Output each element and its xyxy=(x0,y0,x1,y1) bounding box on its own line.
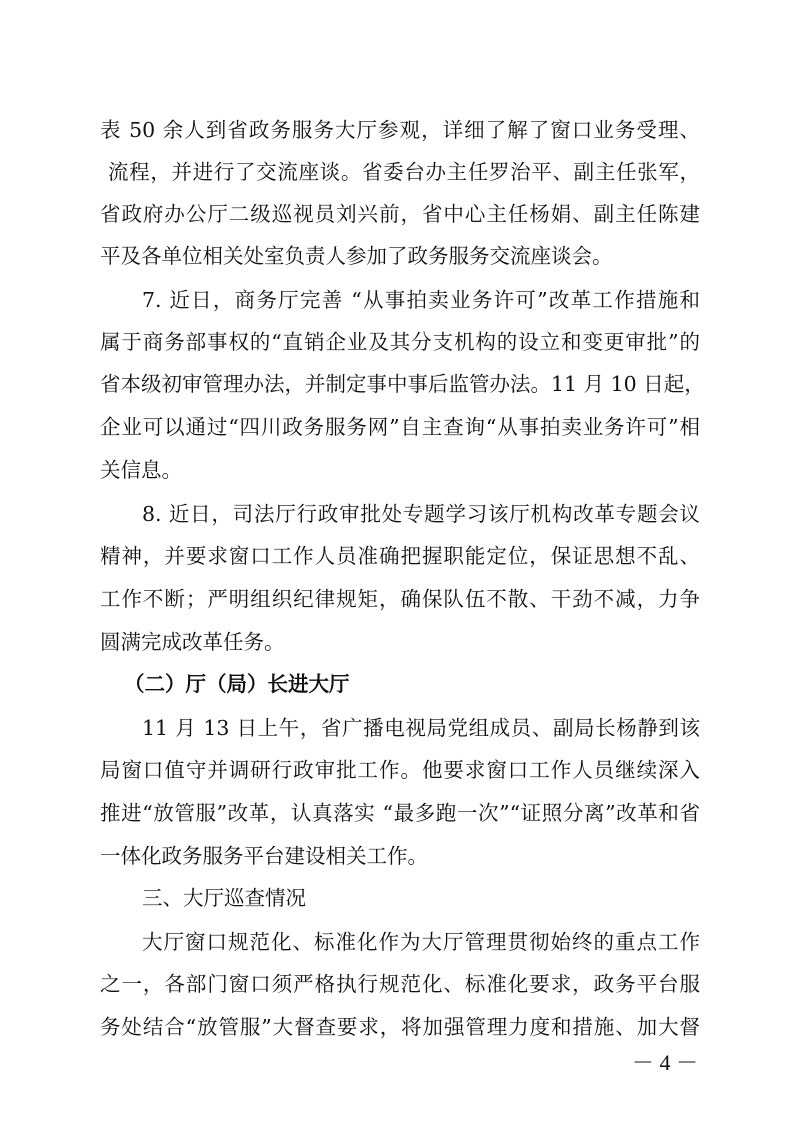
paragraph-line: 平及各单位相关处室负责人参加了政务服务交流座谈会。 xyxy=(100,244,613,268)
paragraph-line: 一体化政务服务平台建设相关工作。 xyxy=(100,844,428,868)
paragraph-line: 8. 近日，司法厅行政审批处专题学习该厅机构改革专题会议 xyxy=(142,502,700,526)
paragraph-line: 局窗口值守并调研行政审批工作。他要求窗口工作人员继续深入 xyxy=(100,758,700,782)
paragraph-line: 大厅窗口规范化、标准化作为大厅管理贯彻始终的重点工作 xyxy=(142,930,700,954)
paragraph-line: 流程，并进行了交流座谈。省委台办主任罗治平、副主任张军， xyxy=(108,160,700,184)
paragraph-line: 省政府办公厅二级巡视员刘兴前，省中心主任杨娟、副主任陈建 xyxy=(100,202,700,226)
section-heading: （二）厅（局）长进大厅 xyxy=(124,672,350,696)
paragraph-line: 推进“放管服”改革，认真落实 “最多跑一次”“证照分离”改革和省 xyxy=(100,801,700,825)
paragraph-line: 企业可以通过“四川政务服务网”自主查询“从事拍卖业务许可”相 xyxy=(100,415,700,439)
paragraph-line: 工作不断；严明组织纪律规矩，确保队伍不散、干劲不减，力争 xyxy=(100,587,700,611)
paragraph-line: 表 50 余人到省政务服务大厅参观，详细了解了窗口业务受理、 xyxy=(100,118,700,142)
paragraph-line: 之一，各部门窗口须严格执行规范化、标准化要求，政务平台服 xyxy=(100,972,700,996)
section-heading: 三、大厅巡查情况 xyxy=(142,886,306,910)
paragraph-line: 务处结合“放管服”大督查要求，将加强管理力度和措施、加大督 xyxy=(100,1015,700,1039)
paragraph-line: 精神，并要求窗口工作人员准确把握职能定位，保证思想不乱、 xyxy=(100,544,700,568)
paragraph-line: 省本级初审管理办法，并制定事中事后监管办法。11 月 10 日起， xyxy=(100,372,705,396)
paragraph-line: 7. 近日，商务厅完善 “从事拍卖业务许可”改革工作措施和 xyxy=(142,288,700,312)
paragraph-line: 关信息。 xyxy=(100,458,182,482)
paragraph-line: 11 月 13 日上午，省广播电视局党组成员、副局长杨静到该 xyxy=(142,716,700,740)
page-number: － 4 － xyxy=(632,1050,699,1075)
paragraph-line: 属于商务部事权的“直销企业及其分支机构的设立和变更审批”的 xyxy=(100,330,700,354)
paragraph-line: 圆满完成改革任务。 xyxy=(100,630,285,654)
